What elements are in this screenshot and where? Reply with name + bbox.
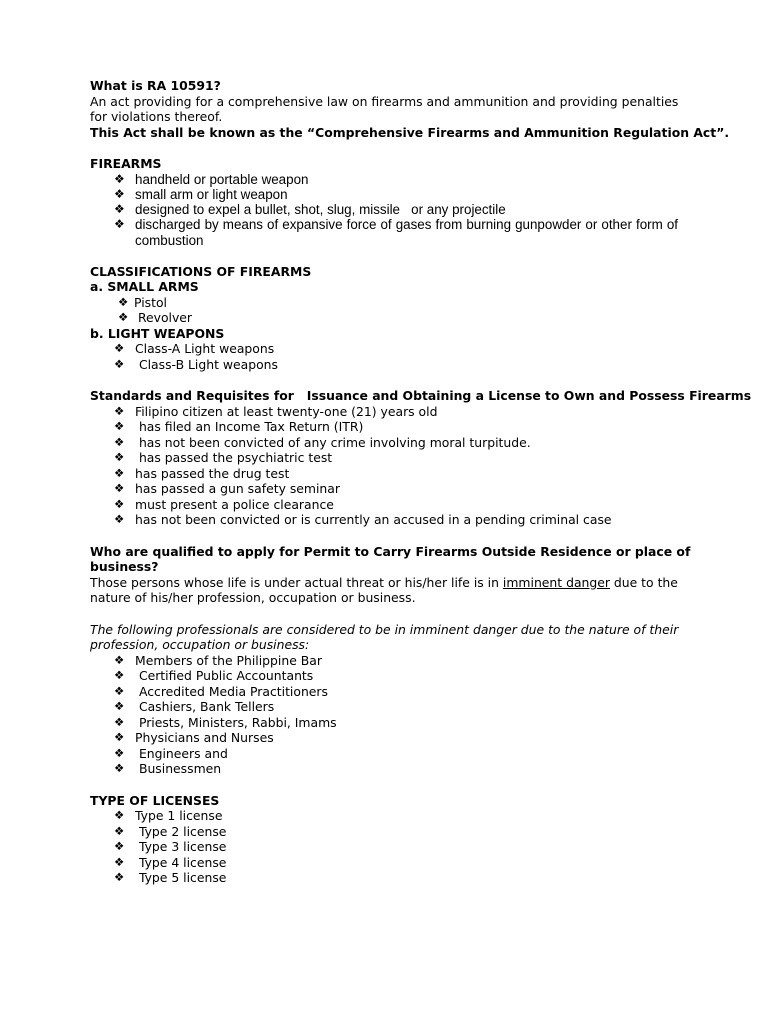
small-arms-label: a. SMALL ARMS — [90, 279, 199, 295]
list-item: ❖ has filed an Income Tax Return (ITR) — [114, 419, 364, 435]
list-item: ❖ Revolver — [118, 310, 193, 326]
list-item: ❖ Priests, Ministers, Rabbi, Imams — [114, 714, 337, 730]
license-types-heading: TYPE OF LICENSES — [90, 792, 220, 808]
list-item: ❖ Type 1 license — [114, 808, 223, 824]
list-item: ❖ Cashiers, Bank Tellers — [114, 699, 275, 715]
list-item: ❖ Type 5 license — [114, 870, 227, 886]
bullet-icon: ❖ — [114, 419, 125, 434]
bullet-icon: ❖ — [114, 870, 125, 885]
bullet-icon: ❖ — [114, 668, 125, 683]
bullet-icon: ❖ — [114, 341, 125, 356]
list-item: ❖ has passed the psychiatric test — [114, 450, 333, 466]
permit-heading-line-1: Who are qualified to apply for Permit to Carry Firearms Outside Residence or place of — [90, 543, 691, 559]
bullet-icon: ❖ — [114, 730, 125, 745]
section-heading-ra10591: What is RA 10591? — [90, 78, 221, 93]
professionals-list — [90, 653, 680, 777]
permit-description-line-2: nature of his/her profession, occupation or business. — [90, 590, 416, 606]
bullet-icon: ❖ — [114, 745, 125, 760]
bullet-icon: ❖ — [114, 839, 125, 854]
bullet-icon: ❖ — [114, 512, 125, 527]
bullet-icon: ❖ — [114, 714, 125, 729]
list-item: ❖ Class-B Light weapons — [114, 356, 278, 372]
list-item: ❖ Pistol — [118, 294, 167, 310]
list-item: ❖ has not been convicted of any crime involving moral turpitude. — [114, 434, 531, 450]
bullet-icon: ❖ — [114, 450, 125, 465]
list-item: ❖ Class-A Light weapons — [114, 341, 275, 357]
standards-list — [90, 404, 680, 528]
list-item: ❖ Engineers and — [114, 745, 228, 761]
bullet-icon: ❖ — [114, 854, 125, 869]
bullet-icon: ❖ — [114, 403, 125, 418]
list-item: ❖ Filipino citizen at least twenty-one (21) years old — [114, 403, 438, 419]
bullet-icon: ❖ — [114, 465, 125, 480]
list-item: ❖ designed to expel a bullet, shot, slug, missile or any projectile — [114, 202, 506, 218]
light-weapons-label: b. LIGHT WEAPONS — [90, 325, 225, 341]
bullet-icon: ❖ — [114, 652, 125, 667]
bullet-icon: ❖ — [114, 217, 125, 232]
standards-heading: Standards and Requisites for Issuance and Obtaining a License to Own and Possess Firearms — [90, 388, 752, 404]
permit-description-line-1: Those persons whose life is under actual threat or his/her life is in imminent danger due to the — [90, 574, 678, 590]
license-types-list — [90, 808, 680, 886]
list-item: ❖ Businessmen — [114, 761, 222, 777]
act-short-title: This Act shall be known as the “Comprehensive Firearms and Ammunition Regulation Act”. — [90, 124, 730, 140]
list-item: ❖ has passed a gun safety seminar — [114, 481, 340, 497]
bullet-icon: ❖ — [114, 171, 125, 186]
list-item: ❖ has passed the drug test — [114, 465, 290, 481]
document-page — [90, 78, 752, 886]
permit-heading-line-2: business? — [90, 559, 159, 575]
bullet-icon: ❖ — [114, 761, 125, 776]
list-item: ❖ Physicians and Nurses — [114, 730, 274, 746]
list-item: ❖ has not been convicted or is currently an accused in a pending criminal case — [114, 512, 612, 528]
bullet-icon: ❖ — [114, 202, 125, 217]
list-item: ❖ Members of the Philippine Bar — [114, 652, 322, 668]
list-item: ❖ discharged by means of expansive force of gases from burning gunpowder or other form of combustion — [114, 217, 678, 248]
list-item: ❖ must present a police clearance — [114, 496, 334, 512]
ra10591-description-line-2: for violations thereof. — [90, 109, 223, 124]
bullet-icon: ❖ — [114, 683, 125, 698]
list-item: ❖ Accredited Media Practitioners — [114, 683, 328, 699]
list-item: ❖ handheld or portable weapon — [114, 171, 309, 187]
bullet-icon: ❖ — [118, 294, 129, 309]
professionals-intro-line-1: The following professionals are considered to be in imminent danger due to the nature of their — [90, 621, 679, 637]
bullet-icon: ❖ — [114, 823, 125, 838]
light-weapons-list — [90, 341, 680, 372]
bullet-icon: ❖ — [118, 310, 129, 325]
list-item: ❖ small arm or light weapon — [114, 186, 288, 202]
list-item: ❖ Type 3 license — [114, 839, 227, 855]
firearms-definition-list — [90, 172, 680, 248]
imminent-danger-term: imminent danger — [502, 574, 610, 590]
bullet-icon: ❖ — [114, 808, 125, 823]
list-item: ❖ Certified Public Accountants — [114, 668, 314, 684]
bullet-icon: ❖ — [114, 434, 125, 449]
firearms-heading: FIREARMS — [90, 156, 162, 171]
bullet-icon: ❖ — [114, 356, 125, 371]
small-arms-list — [90, 295, 680, 326]
bullet-icon: ❖ — [114, 481, 125, 496]
classifications-heading: CLASSIFICATIONS OF FIREARMS — [90, 263, 312, 279]
bullet-icon: ❖ — [114, 699, 125, 714]
bullet-icon: ❖ — [114, 186, 125, 201]
ra10591-description-line-1: An act providing for a comprehensive law on firearms and ammunition and providing penalties — [90, 93, 679, 109]
list-item: ❖ Type 4 license — [114, 854, 227, 870]
bullet-icon: ❖ — [114, 496, 125, 511]
professionals-intro-line-2: profession, occupation or business: — [90, 637, 310, 653]
list-item: ❖ Type 2 license — [114, 823, 227, 839]
